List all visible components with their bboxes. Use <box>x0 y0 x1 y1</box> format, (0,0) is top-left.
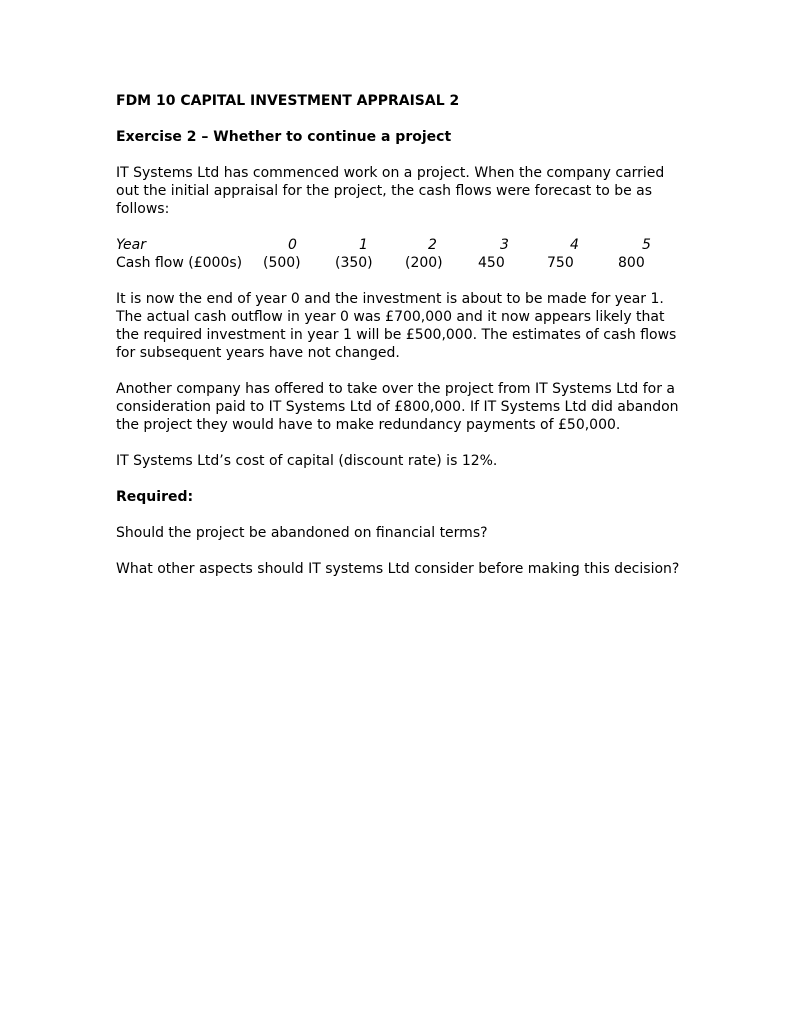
cash-flow-cell: 450 <box>478 255 505 271</box>
document-body <box>116 92 686 596</box>
year-cell: 0 <box>288 237 297 253</box>
cash-flow-cell: (200) <box>405 255 443 271</box>
year-cell: 2 <box>428 237 437 253</box>
update-paragraph: It is now the end of year 0 and the investment is about to be made for year 1. The actual cash outflow in year 0 was £700,000 and it now appears likely that the required investment in year 1 will be £500,000. The estimates of cash flows for subsequent years have not changed. <box>116 291 677 361</box>
year-cell: 1 <box>359 237 368 253</box>
year-cell: 4 <box>570 237 579 253</box>
cash-flow-cell: (500) <box>263 255 301 271</box>
question-2: What other aspects should IT systems Ltd consider before making this decision? <box>116 561 680 577</box>
cash-flow-cell: (350) <box>335 255 373 271</box>
document-title: FDM 10 CAPITAL INVESTMENT APPRAISAL 2 <box>116 93 460 109</box>
cash-flow-row <box>116 254 676 272</box>
cash-flow-label: Cash flow (£000s) <box>116 255 243 271</box>
cash-flow-cell: 800 <box>618 255 645 271</box>
offer-paragraph: Another company has offered to take over the project from IT Systems Ltd for a consideration paid to IT Systems Ltd of £800,000. If IT Systems Ltd did abandon the project they would have to make redundancy payments of £50,000. <box>116 381 679 433</box>
year-row <box>116 236 676 254</box>
required-label: Required: <box>116 489 194 505</box>
question-1: Should the project be abandoned on financial terms? <box>116 525 488 541</box>
year-label: Year <box>116 237 146 253</box>
exercise-heading: Exercise 2 – Whether to continue a project <box>116 129 452 145</box>
year-cell: 5 <box>642 237 651 253</box>
year-cell: 3 <box>500 237 509 253</box>
cash-flow-table <box>116 236 686 272</box>
cost-of-capital-paragraph: IT Systems Ltd’s cost of capital (discount rate) is 12%. <box>116 453 498 469</box>
cash-flow-cell: 750 <box>547 255 574 271</box>
intro-paragraph: IT Systems Ltd has commenced work on a project. When the company carried out the initial appraisal for the project, the cash flows were forecast to be as follows: <box>116 165 665 217</box>
